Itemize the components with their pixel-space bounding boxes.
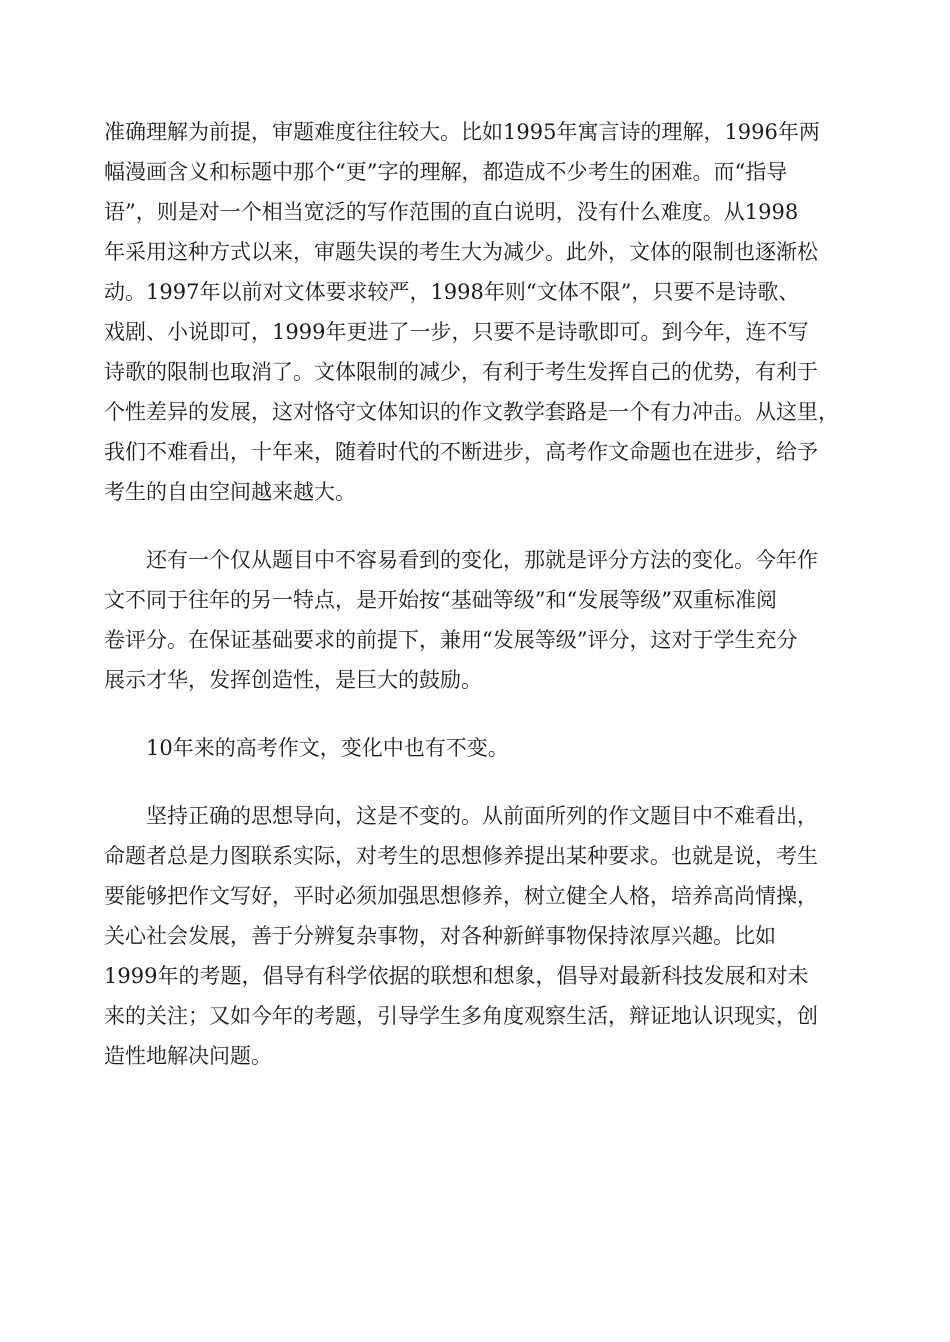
document-body xyxy=(104,112,854,1104)
text-line: 坚持正确的思想导向，这是不变的。从前面所列的作文题目中不难看出， xyxy=(146,804,818,828)
text-line: 考生的自由空间越来越大。 xyxy=(104,480,356,504)
text-line: 来的关注；又如今年的考题，引导学生多角度观察生活，辩证地认识现实，创 xyxy=(104,1004,818,1028)
text-line: 语”，则是对一个相当宽泛的写作范围的直白说明，没有什么难度。从1998 xyxy=(104,200,799,224)
text-line: 命题者总是力图联系实际，对考生的思想修养提出某种要求。也就是说，考生 xyxy=(104,844,818,868)
text-line: 关心社会发展，善于分辨复杂事物，对各种新鲜事物保持浓厚兴趣。比如 xyxy=(104,924,776,948)
text-line: 要能够把作文写好，平时必须加强思想修养，树立健全人格，培养高尚情操， xyxy=(104,884,818,908)
text-line: 准确理解为前提，审题难度往往较大。比如1995年寓言诗的理解，1996年两 xyxy=(104,120,820,144)
paragraph-1 xyxy=(104,112,854,512)
paragraph-3 xyxy=(104,728,854,768)
text-line: 动。1997年以前对文体要求较严，1998年则“文体不限”，只要不是诗歌、 xyxy=(104,280,800,304)
paragraph-2 xyxy=(104,540,854,700)
text-line: 还有一个仅从题目中不容易看到的变化，那就是评分方法的变化。今年作 xyxy=(146,548,818,572)
text-line: 造性地解决问题。 xyxy=(104,1044,272,1068)
text-line: 幅漫画含义和标题中那个“更”字的理解，都造成不少考生的困难。而“指导 xyxy=(104,160,788,184)
text-line: 卷评分。在保证基础要求的前提下，兼用“发展等级”评分，这对于学生充分 xyxy=(104,628,798,652)
text-line: 戏剧、小说即可，1999年更进了一步，只要不是诗歌即可。到今年，连不写 xyxy=(104,320,809,344)
text-line: 我们不难看出，十年来，随着时代的不断进步，高考作文命题也在进步，给予 xyxy=(104,440,818,464)
paragraph-4 xyxy=(104,796,854,1076)
text-line: 1999年的考题，倡导有科学依据的联想和想象，倡导对最新科技发展和对未 xyxy=(104,964,809,988)
text-line: 10年来的高考作文，变化中也有不变。 xyxy=(146,736,509,760)
text-line: 展示才华，发挥创造性，是巨大的鼓励。 xyxy=(104,668,482,692)
text-line: 个性差异的发展，这对恪守文体知识的作文教学套路是一个有力冲击。从这里， xyxy=(104,400,839,424)
text-line: 年采用这种方式以来，审题失误的考生大为减少。此外，文体的限制也逐渐松 xyxy=(104,240,818,264)
text-line: 文不同于往年的另一特点，是开始按“基础等级”和“发展等级”双重标准阅 xyxy=(104,588,777,612)
text-line: 诗歌的限制也取消了。文体限制的减少，有利于考生发挥自己的优势，有利于 xyxy=(104,360,818,384)
